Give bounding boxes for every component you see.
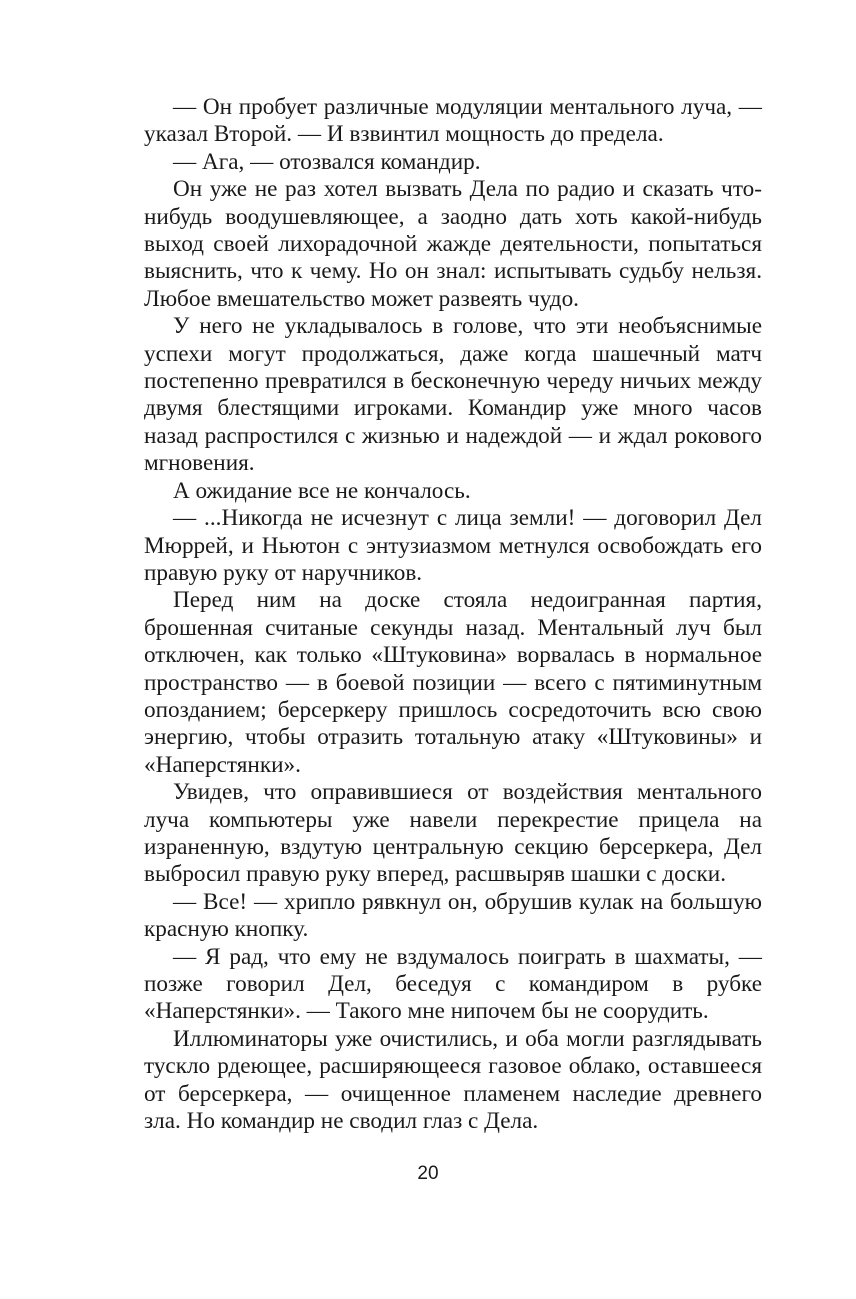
page-number: 20 — [417, 1163, 439, 1184]
paragraph: — Все! — хрипло рявкнул он, обрушив кулак на большую красную кнопку. — [144, 888, 762, 943]
paragraph: — ...Никогда не исчезнут с лица земли! — договорил Дел Мюррей, и Ньютон с энтузиазмом метнулся освобождать его правую руку от наручников. — [144, 505, 762, 586]
paragraph: Увидев, что оправившиеся от воздействия ментального луча компьютеры уже навели перекрестие прицела на израненную, вздутую центральную секцию берсеркера, Дел выбросил правую руку вперед, расшвыряв шашки с доски. — [144, 779, 762, 888]
paragraph: — Ага, — отозвался командир. — [173, 148, 481, 175]
paragraph: А ожидание все не кончалось. — [173, 477, 471, 504]
paragraph: — Он пробует различные модуляции ментального луча, — указал Второй. — И взвинтил мощность до предела. — [144, 94, 762, 148]
paragraph: — Я рад, что ему не вздумалось поиграть в шахматы, — позже говорил Дел, беседуя с командиром в рубке «Наперстянки». — Такого мне нипочем бы не соорудить. — [144, 943, 762, 1025]
paragraph: Иллюминаторы уже очистились, и оба могли разглядывать тускло рдеющее, расширяющееся газовое облако, оставшееся от берсеркера, — очищенное пламенем наследие древнего зла. Но командир не сводил глаз с Дела. — [144, 1025, 762, 1135]
paragraph: Перед ним на доске стояла недоигранная партия, брошенная считаные секунды назад. Ментальный луч был отключен, как только «Штуковина» ворвалась в нормальное пространство — в боевой позиции — всего с пятиминутным опозданием; берсеркеру пришлось сосредоточить всю свою энергию, чтобы отразить тотальную атаку «Штуковины» и «Наперстянки». — [144, 587, 762, 778]
body-text — [144, 94, 762, 1135]
paragraph: У него не укладывалось в голове, что эти необъяснимые успехи могут продолжаться, даже когда шашечный матч постепенно превратился в бесконечную череду ничьих между двумя блестящими игроками. Командир уже много часов назад распростился с жизнью и надеждой — и ждал рокового мгновения. — [144, 313, 762, 477]
paragraph: Он уже не раз хотел вызвать Дела по радио и сказать что-нибудь воодушевляющее, а заодно дать хоть какой-нибудь выход своей лихорадочной жажде деятельности, попытаться выяснить, что к чему. Но он знал: испытывать судьбу нельзя. Любое вмешательство может развеять чудо. — [144, 176, 762, 312]
